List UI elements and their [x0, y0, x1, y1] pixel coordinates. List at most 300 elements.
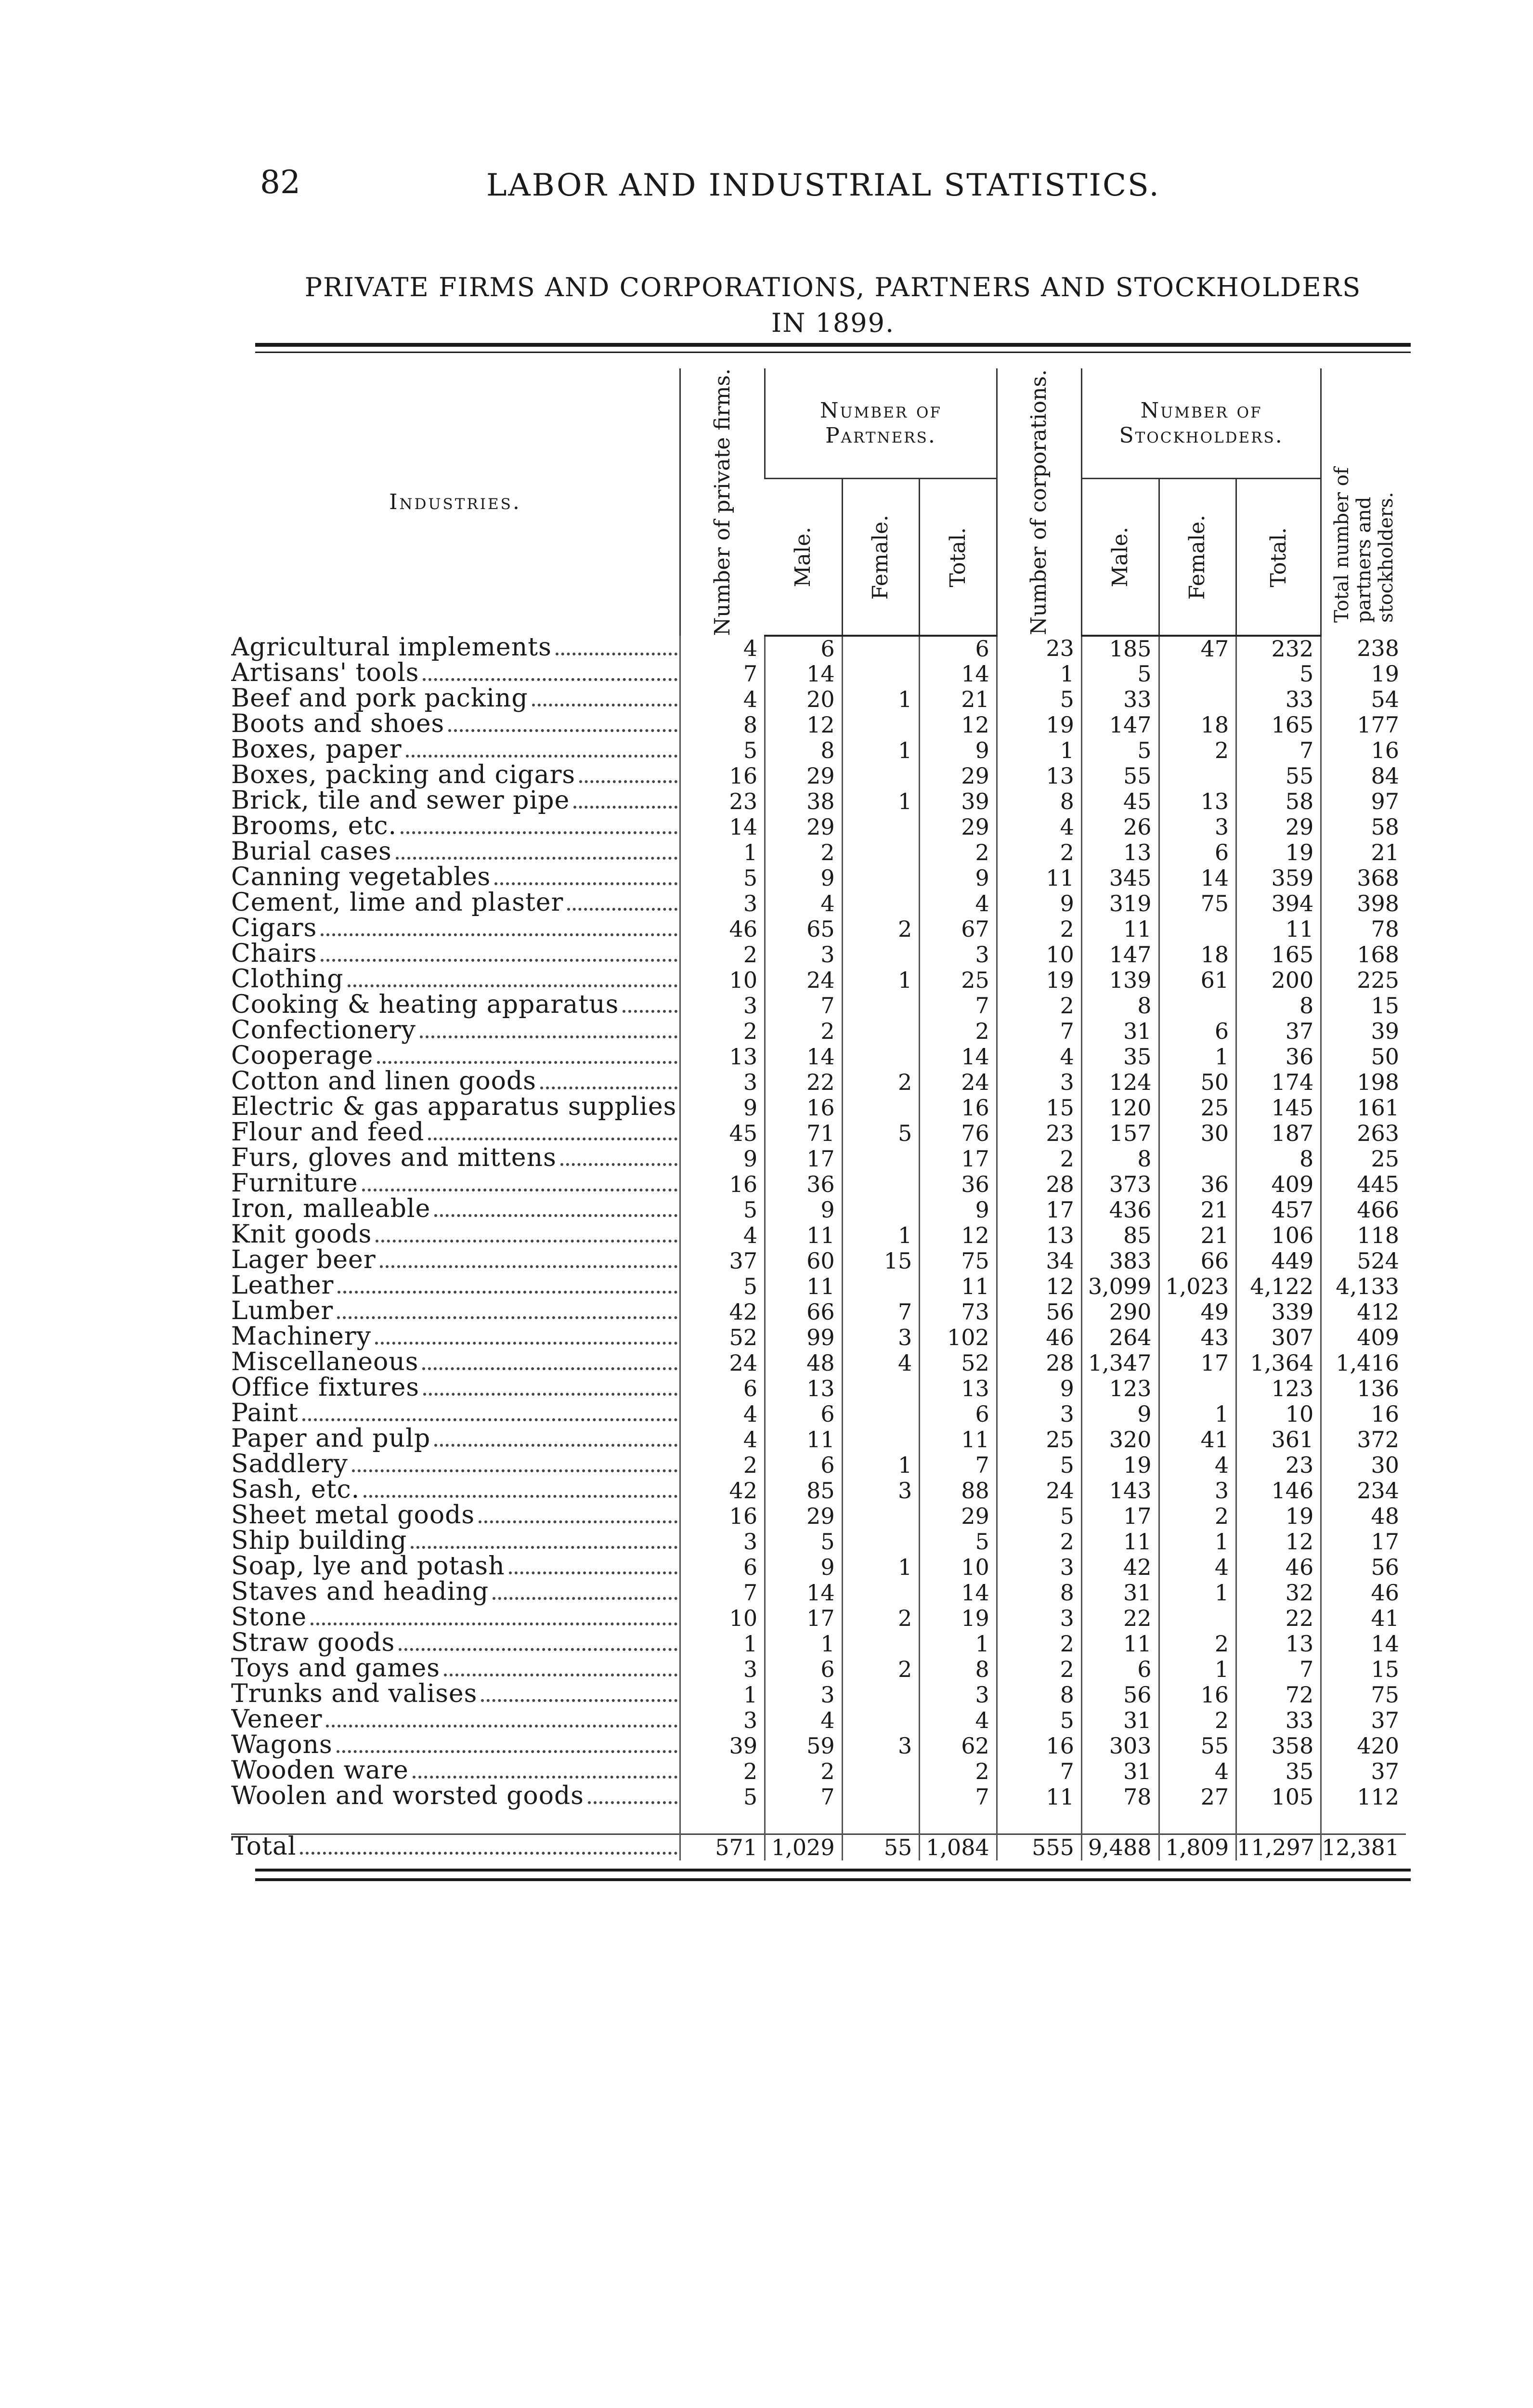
stockholders-female-cell: 3 — [1159, 814, 1236, 840]
table-row — [231, 661, 1406, 687]
corporations-cell: 2 — [997, 1529, 1081, 1555]
partners-total-cell: 11 — [920, 1274, 997, 1299]
partners-female-cell: 55 — [842, 1834, 920, 1861]
industry-cell — [231, 1555, 680, 1580]
partners-female-cell: 3 — [842, 1325, 920, 1350]
partners-total-cell: 73 — [920, 1299, 997, 1325]
industry-cell — [231, 1299, 680, 1325]
partners-male-cell: 1 — [765, 1631, 843, 1657]
table-row — [231, 1555, 1406, 1580]
stockholders-total-cell: 37 — [1236, 1019, 1321, 1044]
table-row — [231, 1708, 1406, 1733]
partners-total-cell: 8 — [920, 1657, 997, 1682]
industry-cell — [231, 1401, 680, 1427]
stockholders-total-cell: 29 — [1236, 814, 1321, 840]
partners-total-cell: 7 — [920, 1784, 997, 1810]
industry-name: Cigars — [231, 916, 317, 942]
partners-male-cell: 4 — [765, 1708, 843, 1733]
table-row — [231, 1376, 1406, 1401]
stockholders-female-cell: 13 — [1159, 789, 1236, 814]
private-firms-cell: 10 — [680, 1606, 765, 1631]
bottom-double-rule-1 — [255, 1869, 1411, 1871]
partners-female-cell: 2 — [842, 1657, 920, 1682]
stockholders-total-cell: 145 — [1236, 1095, 1321, 1121]
stockholders-male-cell: 185 — [1081, 636, 1159, 661]
partners-female-cell: 1 — [842, 738, 920, 763]
stockholders-male-cell: 383 — [1081, 1248, 1159, 1274]
partners-female-cell — [842, 942, 920, 968]
grand-total-cell: 25 — [1321, 1146, 1406, 1172]
spacer-cell — [1236, 1810, 1321, 1834]
private-firms-cell: 5 — [680, 738, 765, 763]
industry-name: Woolen and worsted goods — [231, 1784, 584, 1810]
partners-male-cell: 24 — [765, 968, 843, 993]
dot-leader — [380, 1265, 677, 1268]
grand-total-cell: 12,381 — [1321, 1834, 1406, 1861]
corporations-cell: 2 — [997, 993, 1081, 1019]
table-row — [231, 1223, 1406, 1248]
partners-male-cell: 3 — [765, 1682, 843, 1708]
partners-female-cell — [842, 891, 920, 916]
stockholders-female-cell: 18 — [1159, 942, 1236, 968]
industry-cell — [231, 1427, 680, 1453]
partners-total-cell: 7 — [920, 993, 997, 1019]
grand-total-cell: 41 — [1321, 1606, 1406, 1631]
corporations-cell: 5 — [997, 1453, 1081, 1478]
corporations-cell: 4 — [997, 814, 1081, 840]
partners-total-cell: 6 — [920, 1401, 997, 1427]
partners-total-cell: 14 — [920, 661, 997, 687]
corporations-cell: 2 — [997, 1146, 1081, 1172]
partners-total-cell: 1,084 — [920, 1834, 997, 1861]
stockholders-total-cell: 232 — [1236, 636, 1321, 661]
dot-leader — [434, 1444, 677, 1447]
corporations-cell: 8 — [997, 789, 1081, 814]
table-row — [231, 712, 1406, 738]
stockholders-female-cell: 41 — [1159, 1427, 1236, 1453]
grand-total-header — [1321, 368, 1406, 636]
dot-leader — [540, 1086, 677, 1089]
dot-leader — [623, 1010, 677, 1013]
private-firms-cell: 2 — [680, 1453, 765, 1478]
stockholders-total-cell: 165 — [1236, 942, 1321, 968]
partners-female-cell — [842, 993, 920, 1019]
private-firms-cell: 4 — [680, 1427, 765, 1453]
partners-male-cell: 7 — [765, 993, 843, 1019]
corporations-cell: 19 — [997, 968, 1081, 993]
grand-total-cell: 78 — [1321, 916, 1406, 942]
private-firms-cell: 2 — [680, 1019, 765, 1044]
corporations-cell: 7 — [997, 1019, 1081, 1044]
corporations-cell: 10 — [997, 942, 1081, 968]
partners-total-cell: 75 — [920, 1248, 997, 1274]
stockholders-female-cell: 2 — [1159, 738, 1236, 763]
industry-name: Furs, gloves and mittens — [231, 1146, 557, 1172]
stockholders-male-cell: 3,099 — [1081, 1274, 1159, 1299]
industry-name: Paint — [231, 1401, 299, 1427]
stockholders-female-cell — [1159, 1606, 1236, 1631]
stockholders-total-cell: 361 — [1236, 1427, 1321, 1453]
stockholders-female-cell: 4 — [1159, 1759, 1236, 1784]
grand-total-cell: 15 — [1321, 1657, 1406, 1682]
partners-total-cell: 2 — [920, 1019, 997, 1044]
partners-total-cell: 67 — [920, 916, 997, 942]
stockholders-male-cell: 42 — [1081, 1555, 1159, 1580]
partners-female-cell — [842, 1274, 920, 1299]
grand-total-cell: 16 — [1321, 1401, 1406, 1427]
dot-leader — [311, 1623, 677, 1625]
industry-name: Brick, tile and sewer pipe — [231, 789, 570, 815]
stockholders-male-cell: 5 — [1081, 661, 1159, 687]
industry-cell — [231, 1095, 680, 1121]
spacer-cell — [231, 1810, 680, 1834]
private-firms-cell: 3 — [680, 891, 765, 916]
grand-total-cell: 198 — [1321, 1070, 1406, 1095]
industry-name: Stone — [231, 1606, 307, 1632]
table-row — [231, 1299, 1406, 1325]
spacer-cell — [680, 1810, 765, 1834]
spacer-cell — [997, 1810, 1081, 1834]
corporations-cell: 5 — [997, 1708, 1081, 1733]
stockholders-male-cell: 373 — [1081, 1172, 1159, 1197]
industry-cell — [231, 1274, 680, 1299]
partners-female-cell — [842, 1504, 920, 1529]
private-firms-cell: 10 — [680, 968, 765, 993]
stockholders-total-cell: 13 — [1236, 1631, 1321, 1657]
grand-total-cell: 225 — [1321, 968, 1406, 993]
partners-female-cell — [842, 1784, 920, 1810]
private-firms-cell: 5 — [680, 1197, 765, 1223]
industry-name: Iron, malleable — [231, 1197, 431, 1223]
grand-total-cell: 84 — [1321, 763, 1406, 789]
partners-male-cell: 2 — [765, 1019, 843, 1044]
dot-leader — [420, 1035, 677, 1038]
private-firms-cell: 23 — [680, 789, 765, 814]
page-number: 82 — [260, 164, 300, 201]
industry-cell — [231, 763, 680, 789]
private-firms-cell: 2 — [680, 1759, 765, 1784]
table-row — [231, 1044, 1406, 1070]
stockholders-female-cell: 61 — [1159, 968, 1236, 993]
partners-total-cell: 12 — [920, 1223, 997, 1248]
industry-name: Staves and heading — [231, 1580, 489, 1606]
partners-female-cell: 1 — [842, 1223, 920, 1248]
private-firms-cell: 46 — [680, 916, 765, 942]
stockholders-female-cell: 18 — [1159, 712, 1236, 738]
industry-name: Knit goods — [231, 1223, 372, 1249]
dot-leader — [396, 857, 677, 860]
partners-female-cell — [842, 1580, 920, 1606]
grand-total-cell: 136 — [1321, 1376, 1406, 1401]
stockholders-male-cell: 1,347 — [1081, 1350, 1159, 1376]
industry-name: Lager beer — [231, 1248, 376, 1274]
partners-male-cell: 16 — [765, 1095, 843, 1121]
dot-leader — [406, 755, 677, 758]
partners-female-cell: 1 — [842, 789, 920, 814]
partners-female-cell — [842, 1197, 920, 1223]
industry-cell — [231, 1478, 680, 1504]
grand-total-cell: 19 — [1321, 661, 1406, 687]
stockholders-female-cell: 2 — [1159, 1708, 1236, 1733]
partners-male-cell: 13 — [765, 1376, 843, 1401]
private-firms-cell: 4 — [680, 1223, 765, 1248]
grand-total-cell: 398 — [1321, 891, 1406, 916]
industry-name: Office fixtures — [231, 1376, 420, 1402]
industry-cell — [231, 1708, 680, 1733]
partners-female-cell — [842, 865, 920, 891]
stockholders-male-cell: 120 — [1081, 1095, 1159, 1121]
statistics-table — [231, 368, 1406, 1860]
stockholders-male-cell: 320 — [1081, 1427, 1159, 1453]
stockholders-female-cell: 6 — [1159, 840, 1236, 865]
corporations-cell: 2 — [997, 840, 1081, 865]
dot-leader — [399, 1648, 677, 1651]
private-firms-cell: 42 — [680, 1299, 765, 1325]
private-firms-cell: 6 — [680, 1376, 765, 1401]
partners-total-cell: 4 — [920, 891, 997, 916]
private-firms-cell: 16 — [680, 1504, 765, 1529]
partners-female-cell: 2 — [842, 916, 920, 942]
corporations-cell: 7 — [997, 1759, 1081, 1784]
partners-female-header-text: Female. — [868, 514, 893, 600]
stockholders-total-header-text: Total. — [1266, 527, 1291, 587]
dot-leader — [321, 933, 677, 936]
industry-cell — [231, 661, 680, 687]
stockholders-female-cell: 1 — [1159, 1580, 1236, 1606]
partners-total-cell: 4 — [920, 1708, 997, 1733]
partners-male-cell: 6 — [765, 1453, 843, 1478]
industry-name: Trunks and valises — [231, 1682, 478, 1708]
stockholders-male-cell: 139 — [1081, 968, 1159, 993]
table-row — [231, 1248, 1406, 1274]
partners-male-cell: 12 — [765, 712, 843, 738]
table-row — [231, 1657, 1406, 1682]
stockholders-male-cell: 11 — [1081, 916, 1159, 942]
partners-male-cell: 2 — [765, 840, 843, 865]
stockholders-female-cell: 21 — [1159, 1197, 1236, 1223]
stockholders-female-cell: 16 — [1159, 1682, 1236, 1708]
industry-cell — [231, 916, 680, 942]
table-row — [231, 1631, 1406, 1657]
industry-cell — [231, 1759, 680, 1784]
private-firms-cell: 3 — [680, 1657, 765, 1682]
partners-male-header-text: Male. — [791, 527, 816, 588]
corporations-cell: 11 — [997, 1784, 1081, 1810]
private-firms-cell: 1 — [680, 840, 765, 865]
table-row — [231, 738, 1406, 763]
dot-leader — [481, 1699, 677, 1702]
spacer-row — [231, 1810, 1406, 1834]
stockholders-female-header-text: Female. — [1185, 514, 1210, 600]
dot-leader — [376, 1240, 677, 1243]
private-firms-header-text: Number of private firms. — [710, 368, 735, 636]
stockholders-female-cell — [1159, 661, 1236, 687]
corporations-cell: 17 — [997, 1197, 1081, 1223]
partners-total-cell: 52 — [920, 1350, 997, 1376]
industry-name: Chairs — [231, 942, 317, 968]
stockholders-male-cell: 147 — [1081, 942, 1159, 968]
table-row — [231, 1529, 1406, 1555]
corporations-cell: 8 — [997, 1682, 1081, 1708]
table-row — [231, 993, 1406, 1019]
partners-male-header — [765, 479, 843, 636]
private-firms-cell: 5 — [680, 1274, 765, 1299]
dot-leader — [422, 1367, 677, 1370]
industry-name: Machinery — [231, 1325, 371, 1351]
stockholders-male-cell: 9,488 — [1081, 1834, 1159, 1861]
partners-total-cell: 1 — [920, 1631, 997, 1657]
stockholders-female-cell — [1159, 687, 1236, 712]
grand-total-cell: 58 — [1321, 814, 1406, 840]
industry-cell — [231, 942, 680, 968]
partners-female-cell: 15 — [842, 1248, 920, 1274]
grand-total-cell: 118 — [1321, 1223, 1406, 1248]
table-row — [231, 1682, 1406, 1708]
dot-leader — [326, 1725, 677, 1727]
partners-female-header — [842, 479, 920, 636]
partners-total-cell: 9 — [920, 865, 997, 891]
stockholders-total-cell: 7 — [1236, 738, 1321, 763]
private-firms-cell: 16 — [680, 763, 765, 789]
stockholders-female-cell: 2 — [1159, 1504, 1236, 1529]
private-firms-cell: 3 — [680, 1070, 765, 1095]
private-firms-cell: 16 — [680, 1172, 765, 1197]
corporations-cell: 28 — [997, 1172, 1081, 1197]
partners-total-cell: 76 — [920, 1121, 997, 1146]
industry-name: Clothing — [231, 968, 344, 994]
dot-leader — [337, 1750, 677, 1753]
grand-total-cell: 97 — [1321, 789, 1406, 814]
industry-cell — [231, 738, 680, 763]
industry-cell — [231, 1580, 680, 1606]
industry-cell — [231, 1376, 680, 1401]
partners-male-cell: 38 — [765, 789, 843, 814]
partners-total-cell: 14 — [920, 1044, 997, 1070]
dot-leader — [401, 831, 677, 834]
grand-total-cell: 37 — [1321, 1759, 1406, 1784]
stockholders-total-cell: 200 — [1236, 968, 1321, 993]
partners-total-cell: 2 — [920, 840, 997, 865]
stockholders-total-cell: 165 — [1236, 712, 1321, 738]
partners-female-cell — [842, 1427, 920, 1453]
stockholders-total-cell: 36 — [1236, 1044, 1321, 1070]
industry-name: Sash, etc. — [231, 1478, 360, 1504]
industry-name: Wooden ware — [231, 1759, 409, 1785]
stockholders-male-cell: 31 — [1081, 1708, 1159, 1733]
partners-female-cell — [842, 661, 920, 687]
grand-total-header-text: Total number of partners and stockholders. — [1330, 467, 1397, 623]
corporations-cell: 23 — [997, 636, 1081, 661]
stockholders-male-cell: 31 — [1081, 1759, 1159, 1784]
partners-total-cell: 88 — [920, 1478, 997, 1504]
stockholders-female-cell: 1,023 — [1159, 1274, 1236, 1299]
partners-male-cell: 6 — [765, 1401, 843, 1427]
partners-female-cell: 3 — [842, 1478, 920, 1504]
stockholders-female-cell: 6 — [1159, 1019, 1236, 1044]
industry-name: Burial cases — [231, 840, 392, 866]
stockholders-total-cell: 19 — [1236, 1504, 1321, 1529]
industry-cell — [231, 1223, 680, 1248]
stockholders-female-cell: 14 — [1159, 865, 1236, 891]
stockholders-male-cell: 56 — [1081, 1682, 1159, 1708]
partners-total-cell: 9 — [920, 1197, 997, 1223]
private-firms-cell: 5 — [680, 1784, 765, 1810]
partners-total-cell: 36 — [920, 1172, 997, 1197]
statistics-table-wrapper — [231, 368, 1406, 1860]
stockholders-total-cell: 409 — [1236, 1172, 1321, 1197]
grand-total-cell: 524 — [1321, 1248, 1406, 1274]
partners-male-cell: 36 — [765, 1172, 843, 1197]
table-body — [231, 636, 1406, 1860]
stockholders-female-cell: 4 — [1159, 1453, 1236, 1478]
industry-name: Miscellaneous — [231, 1350, 419, 1376]
dot-leader — [423, 678, 677, 681]
dot-leader — [300, 1852, 677, 1855]
industry-name: Total — [231, 1834, 297, 1861]
partners-total-cell: 24 — [920, 1070, 997, 1095]
partners-female-cell — [842, 1044, 920, 1070]
top-double-rule-2 — [255, 352, 1411, 353]
partners-total-cell: 11 — [920, 1427, 997, 1453]
private-firms-cell: 1 — [680, 1682, 765, 1708]
stockholders-male-cell: 345 — [1081, 865, 1159, 891]
partners-male-cell: 9 — [765, 865, 843, 891]
private-firms-cell: 3 — [680, 993, 765, 1019]
dot-leader — [448, 729, 677, 732]
stockholders-female-cell: 2 — [1159, 1631, 1236, 1657]
private-firms-cell: 14 — [680, 814, 765, 840]
corporations-cell: 19 — [997, 712, 1081, 738]
stockholders-total-cell: 307 — [1236, 1325, 1321, 1350]
industry-cell — [231, 1529, 680, 1555]
grand-total-cell: 4,133 — [1321, 1274, 1406, 1299]
stockholders-female-cell: 55 — [1159, 1733, 1236, 1759]
private-firms-cell: 24 — [680, 1350, 765, 1376]
stockholders-male-cell: 13 — [1081, 840, 1159, 865]
table-row — [231, 1759, 1406, 1784]
stockholders-total-cell: 394 — [1236, 891, 1321, 916]
partners-female-cell — [842, 1631, 920, 1657]
stockholders-female-cell: 1 — [1159, 1401, 1236, 1427]
table-row — [231, 1274, 1406, 1299]
table-row — [231, 840, 1406, 865]
partners-male-cell: 11 — [765, 1274, 843, 1299]
grand-total-cell: 466 — [1321, 1197, 1406, 1223]
grand-total-cell: 15 — [1321, 993, 1406, 1019]
partners-total-cell: 25 — [920, 968, 997, 993]
dot-leader — [588, 1801, 677, 1804]
stockholders-female-cell — [1159, 916, 1236, 942]
private-firms-cell: 4 — [680, 636, 765, 661]
industry-cell — [231, 1146, 680, 1172]
partners-male-cell: 17 — [765, 1606, 843, 1631]
spacer-cell — [765, 1810, 843, 1834]
partners-female-cell — [842, 814, 920, 840]
stockholders-total-cell: 358 — [1236, 1733, 1321, 1759]
corporations-cell: 5 — [997, 1504, 1081, 1529]
grand-total-cell: 17 — [1321, 1529, 1406, 1555]
stockholders-male-cell: 11 — [1081, 1631, 1159, 1657]
partners-female-cell: 3 — [842, 1733, 920, 1759]
partners-total-cell: 62 — [920, 1733, 997, 1759]
partners-female-cell — [842, 1529, 920, 1555]
stockholders-total-cell: 187 — [1236, 1121, 1321, 1146]
partners-total-cell: 39 — [920, 789, 997, 814]
stockholders-male-cell: 19 — [1081, 1453, 1159, 1478]
private-firms-cell: 7 — [680, 1580, 765, 1606]
table-row — [231, 1095, 1406, 1121]
stockholders-male-cell: 157 — [1081, 1121, 1159, 1146]
